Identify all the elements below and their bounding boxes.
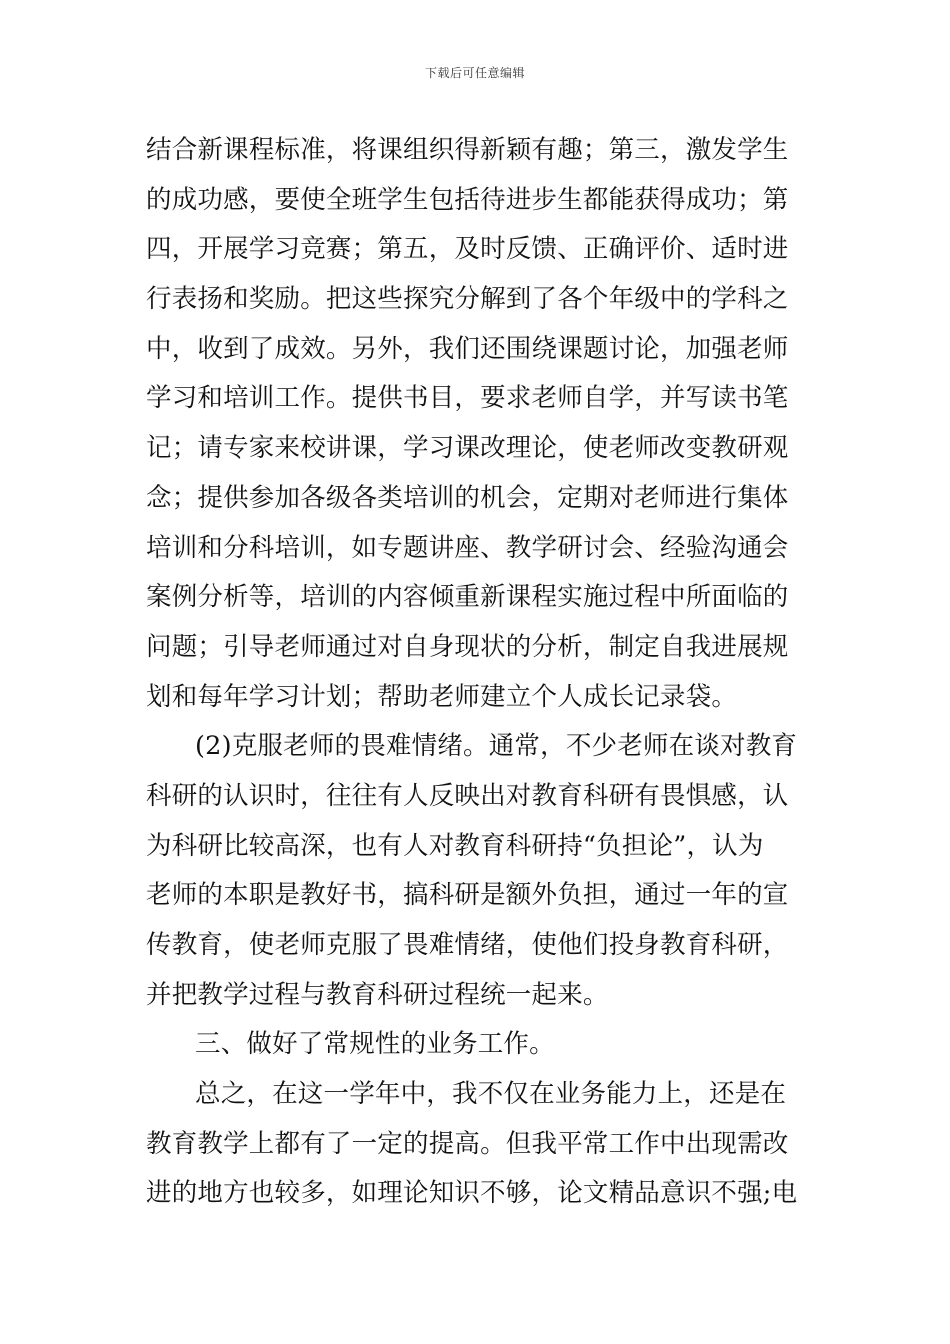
text-line: 学习和培训工作。提供书目，要求老师自学，并写读书笔 bbox=[146, 383, 789, 414]
text-line: (2)克服老师的畏难情绪。通常，不少老师在谈对教育 bbox=[195, 731, 798, 762]
text-line: 教育教学上都有了一定的提高。但我平常工作中出现需改 bbox=[146, 1128, 789, 1159]
text-line: 中，收到了成效。另外，我们还围绕课题讨论，加强老师 bbox=[146, 333, 789, 364]
text-line: 四，开展学习竞赛；第五，及时反馈、正确评价、适时进 bbox=[146, 234, 789, 265]
page-header-note: 下载后可任意编辑 bbox=[424, 66, 525, 80]
text-line: 传教育，使老师克服了畏难情绪，使他们投身教育科研， bbox=[146, 930, 789, 960]
text-line: 念；提供参加各级各类培训的机会，定期对老师进行集体 bbox=[146, 482, 789, 513]
document-body bbox=[146, 126, 812, 1219]
text-line: 科研的认识时，往往有人反映出对教育科研有畏惧感，认 bbox=[146, 780, 789, 811]
text-line: 问题；引导老师通过对自身现状的分析，制定自我进展规 bbox=[146, 631, 789, 662]
text-line: 三、做好了常规性的业务工作。 bbox=[195, 1029, 555, 1060]
text-line: 记；请专家来校讲课，学习课改理论，使老师改变教研观 bbox=[146, 433, 789, 464]
text-line: 老师的本职是教好书，搞科研是额外负担，通过一年的宣 bbox=[146, 880, 789, 911]
text-line: 划和每年学习计划；帮助老师建立个人成长记录袋。 bbox=[146, 681, 738, 712]
text-line: 案例分析等，培训的内容倾重新课程实施过程中所面临的 bbox=[146, 582, 789, 613]
text-line: 培训和分科培训，如专题讲座、教学研讨会、经验沟通会 bbox=[146, 532, 789, 563]
text-line: 进的地方也较多，如理论知识不够，论文精品意识不强;电 bbox=[146, 1178, 798, 1209]
text-line: 的成功感，要使全班学生包括待进步生都能获得成功；第 bbox=[146, 184, 789, 215]
text-line: 结合新课程标准，将课组织得新颖有趣；第三，激发学生 bbox=[146, 135, 789, 165]
text-line: 为科研比较高深，也有人对教育科研持“负担论”，认为 bbox=[146, 830, 764, 861]
text-line: 并把教学过程与教育科研过程统一起来。 bbox=[146, 979, 609, 1010]
text-line: 行表扬和奖励。把这些探究分解到了各个年级中的学科之 bbox=[146, 284, 789, 315]
text-line: 总之，在这一学年中，我不仅在业务能力上，还是在 bbox=[195, 1079, 787, 1110]
